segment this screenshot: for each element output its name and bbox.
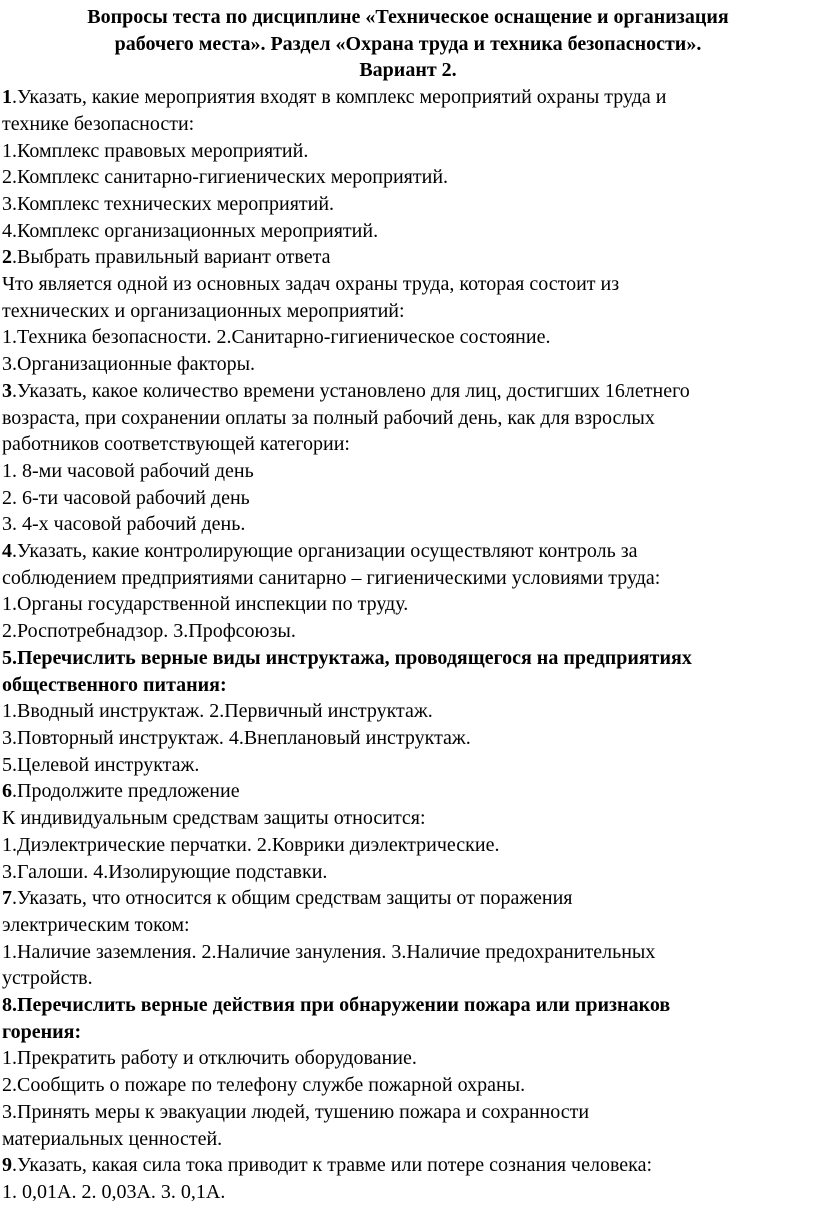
question-1 [2,84,814,244]
question-subtext: Что является одной из основных задач охраны труда, которая состоит из [2,273,620,296]
title-line: рабочего места». Раздел «Охрана труда и техника безопасности». [114,32,702,55]
question-text: 9.Указать, какая сила тока приводит к травме или потере сознания человека: [2,1154,653,1177]
answer-option: 1.Диэлектрические перчатки. 2.Коврики диэлектрические. [2,833,500,856]
title-line: Вопросы теста по дисциплине «Техническое оснащение и организация [87,6,729,28]
question-text: электрическим током: [2,913,190,936]
answer-option: 1.Техника безопасности. 2.Санитарно-гигиеническое состояние. [2,326,551,349]
answer-option: 3.Организационные факторы. [2,353,256,376]
question-8 [2,992,814,1152]
question-text: 5.Перечислить верные виды инструктажа, проводящегося на предприятиях [2,646,692,669]
question-text: 8.Перечислить верные действия при обнаружении пожара или признаков [2,994,671,1017]
question-text: горения: [2,1020,82,1043]
answer-option: 3.Повторный инструктаж. 4.Внеплановый инструктаж. [2,726,471,749]
answer-option: 3.Принять меры к эвакуации людей, тушению пожара и сохранности [2,1100,590,1123]
answer-option: 1.Комплекс правовых мероприятий. [2,139,309,162]
question-number: 4 [2,540,12,563]
question-text: 3.Указать, какое количество времени установлено для лиц, достигших 16летнего [2,379,690,402]
answer-option: 2.Комплекс санитарно-гигиенических мероприятий. [2,166,449,189]
question-text: 7.Указать, что относится к общим средствам защиты от поражения [2,887,573,910]
question-text: 2.Выбрать правильный вариант ответа [2,246,331,269]
answer-option: 1. 0,01А. 2. 0,03А. 3. 0,1А. [2,1180,226,1203]
page-title [2,4,814,84]
answer-option: 2.Сообщить о пожаре по телефону службе пожарной охраны. [2,1074,526,1097]
question-number: 2 [2,246,12,269]
question-text: 1.Указать, какие мероприятия входят в комплекс мероприятий охраны труда и [2,86,667,109]
question-number: 7 [2,887,12,910]
question-5 [2,645,814,779]
answer-option: 3.Комплекс технических мероприятий. [2,192,335,215]
variant-heading: Вариант 2. [359,59,457,82]
answer-option: 2.Роспотребнадзор. 3.Профсоюзы. [2,620,296,643]
question-number: 6 [2,780,12,803]
question-text: общественного питания: [2,673,227,696]
answer-option: 1.Органы государственной инспекции по труду. [2,593,409,616]
question-number: 3 [2,379,12,402]
answer-option: 1.Наличие заземления. 2.Наличие зануления. 3.Наличие предохранительных [2,940,656,963]
question-subtext: технических и организационных мероприятий: [2,299,405,322]
question-text: возраста, при сохранении оплаты за полный рабочий день, как для взрослых [2,406,655,429]
question-text: технике безопасности: [2,112,195,135]
question-6 [2,778,814,885]
answer-option: 3.Галоши. 4.Изолирующие подставки. [2,860,328,883]
answer-option: материальных ценностей. [2,1127,223,1150]
answer-option: устройств. [2,967,93,990]
question-text: работников соответствующей категории: [2,433,350,456]
question-number: 9 [2,1154,12,1177]
answer-option: 2. 6-ти часовой рабочий день [2,486,250,509]
question-number: 1 [2,86,12,109]
question-text: соблюдением предприятиями санитарно – гигиеническими условиями труда: [2,566,661,589]
question-7 [2,885,814,992]
question-3 [2,378,814,538]
question-text: 4.Указать, какие контролирующие организации осуществляют контроль за [2,540,638,563]
answer-option: 1. 8-ми часовой рабочий день [2,459,254,482]
answer-option: 5.Целевой инструктаж. [2,753,200,776]
question-text: 6.Продолжите предложение [2,780,240,803]
question-9 [2,1152,814,1205]
question-4 [2,538,814,645]
answer-option: 4.Комплекс организационных мероприятий. [2,219,379,242]
question-subtext: К индивидуальным средствам защиты относится: [2,807,426,830]
answer-option: 1.Вводный инструктаж. 2.Первичный инструктаж. [2,700,433,723]
answer-option: 1.Прекратить работу и отключить оборудование. [2,1047,417,1070]
answer-option: 3. 4-х часовой рабочий день. [2,513,246,536]
question-2 [2,244,814,378]
